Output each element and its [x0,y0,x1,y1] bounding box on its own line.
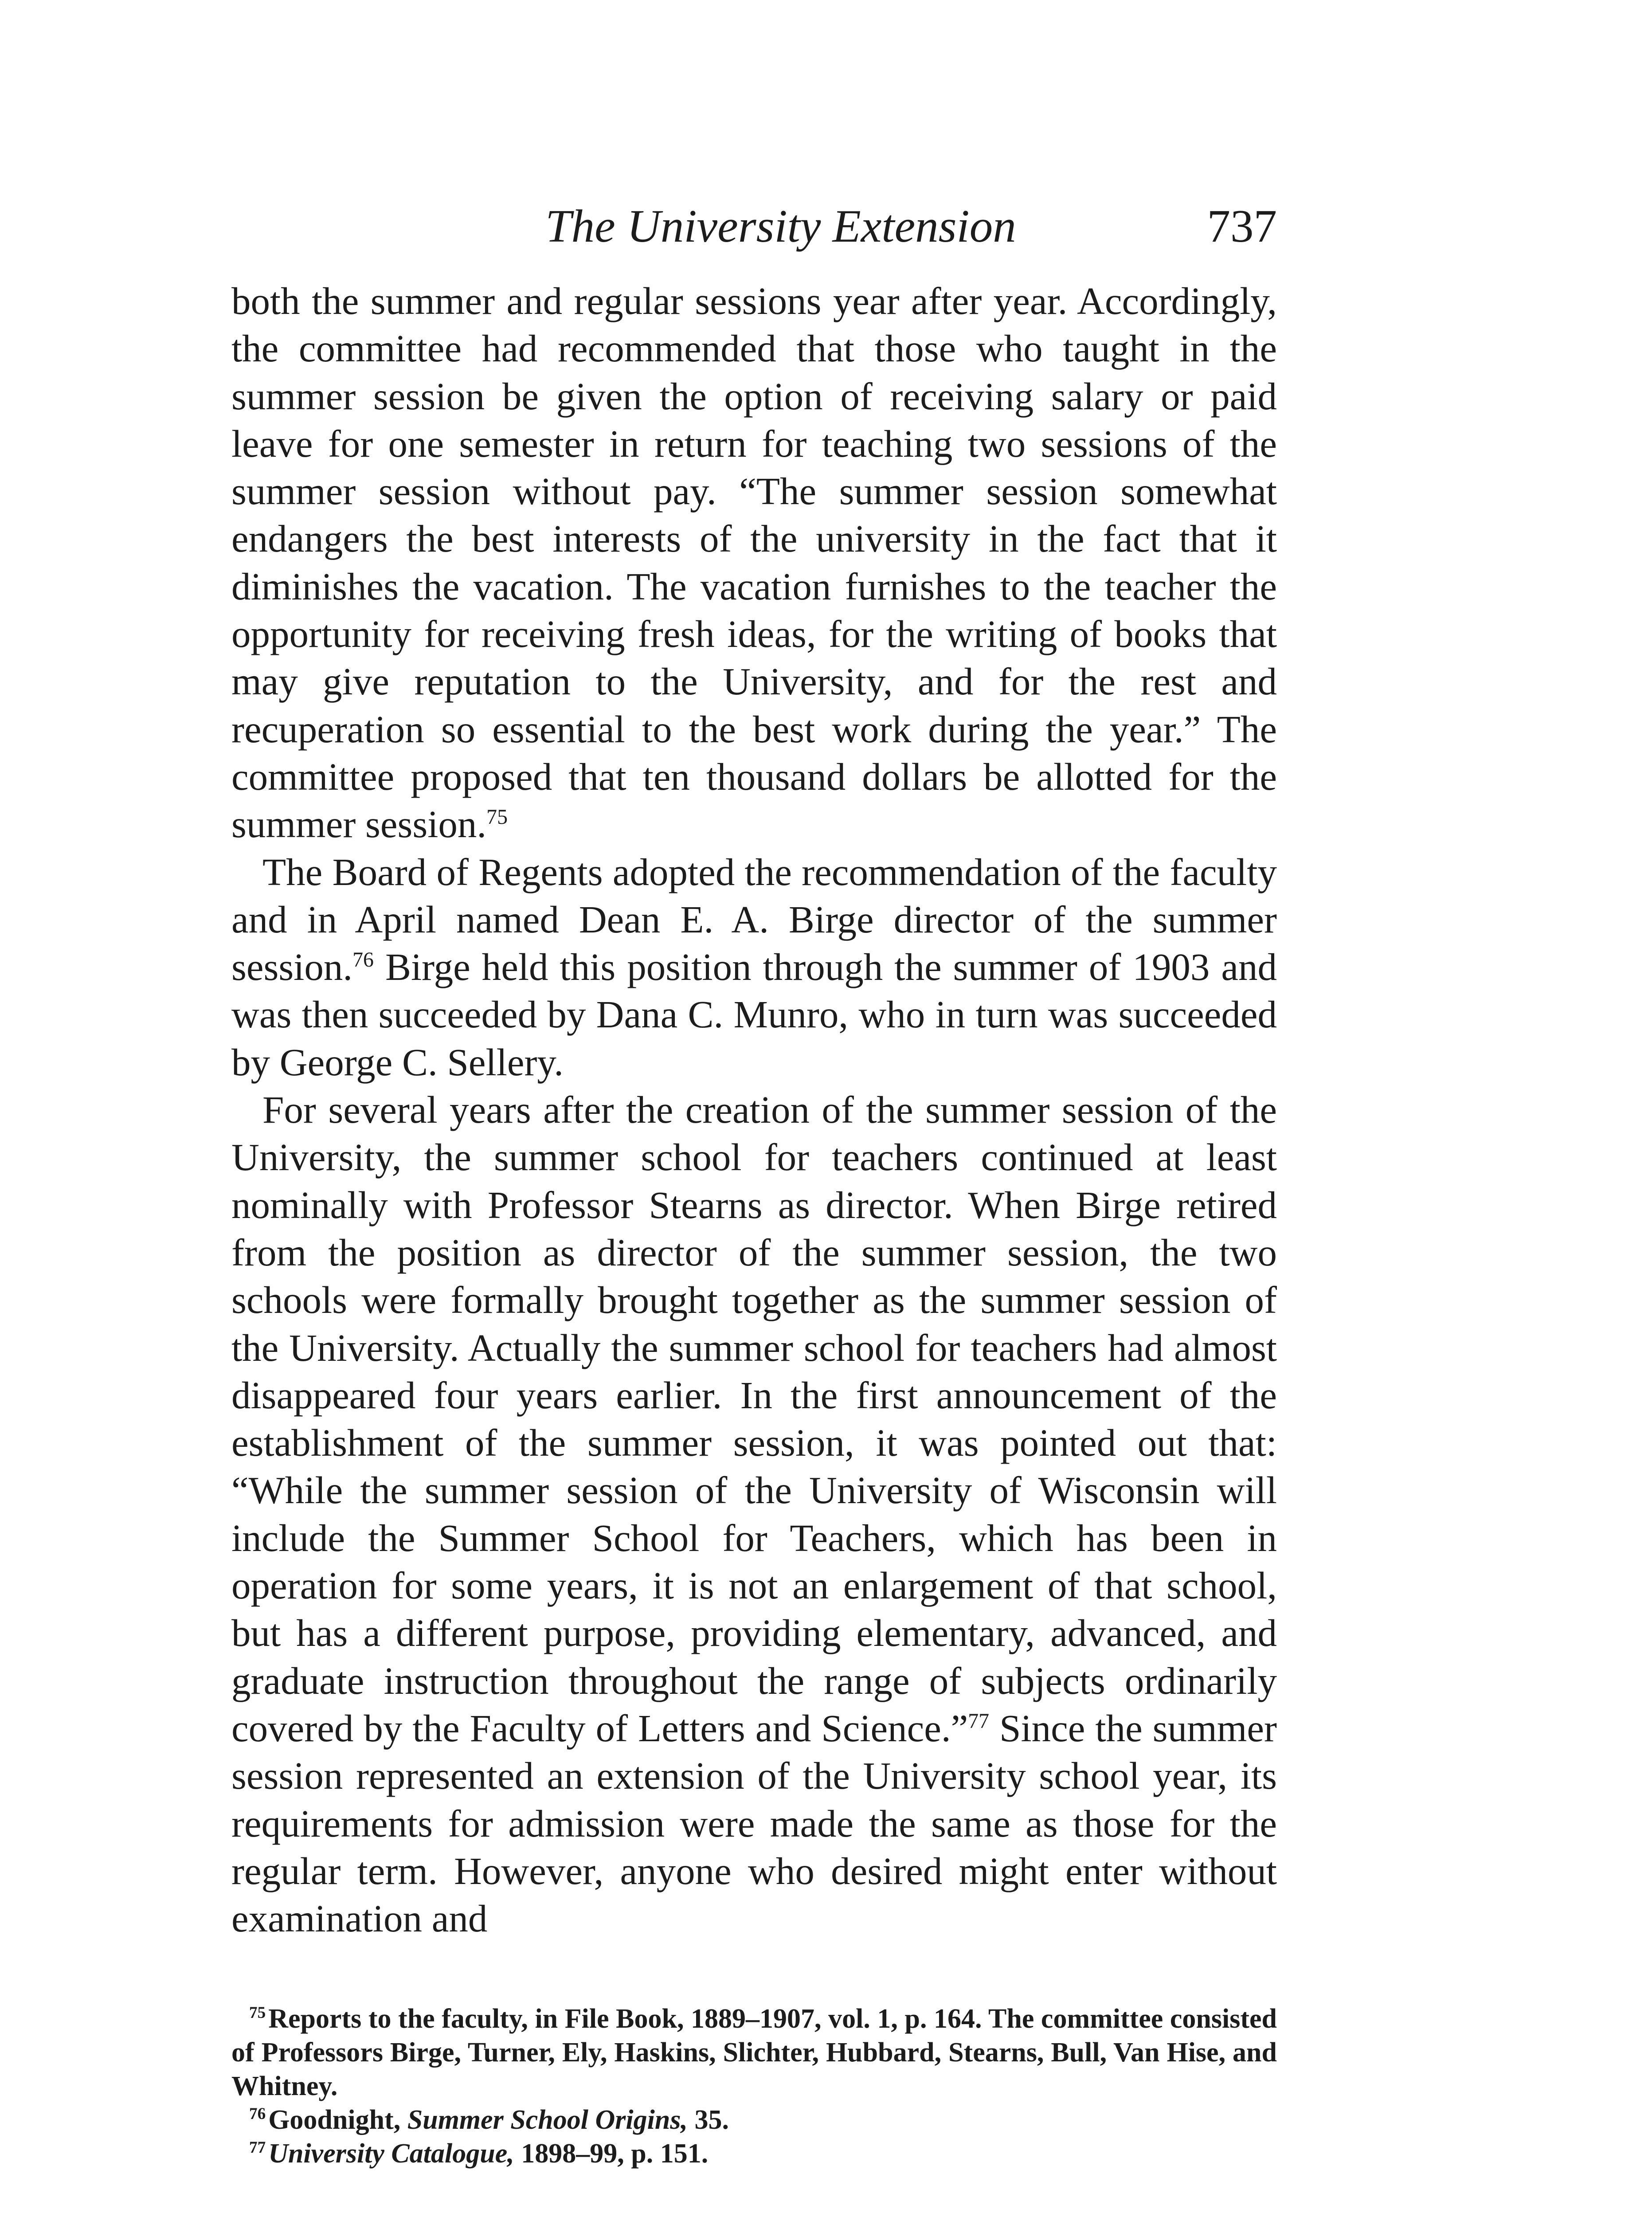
paragraph-1-text: both the summer and regular sessions year after year. Accordingly, the committee had recommended that those who taught in the summer session be given the option of receiving salary or paid leave for one semester in return for teaching two sessions of the summer session without pay. “The summer session somewhat endangers the best interests of the university in the fact that it diminishes the vacation. The vacation furnishes to the teacher the opportunity for receiving fresh ideas, for the writing of books that may give reputation to the University, and for the rest and recuperation so essential to the best work during the year.” The committee proposed that ten thousand dollars be allotted for the summer session. [231,279,1277,846]
footnote-mark: 75 [249,2004,266,2022]
footnote-ref-76: 76 [352,948,374,972]
paragraph-2-text-a: The Board of Regents adopted the recommendation of the faculty and in April named Dean E. A. Birge director of the summer session. [231,850,1277,989]
paragraph-3-text-b: Since the summer session represented an extension of the University school year, its requirements for admission were made the same as those for the regular term. However, anyone who desired might enter without examination and [231,1706,1277,1940]
footnote-italic-title: Summer School Origins, [407,2105,688,2135]
running-title: The University Extension [545,200,1016,252]
footnote-77 [231,2137,1277,2170]
page-number: 737 [1207,200,1277,252]
footnote-italic-title: University Catalogue, [268,2139,514,2169]
paragraph-3-text-a: For several years after the creation of the summer session of the University, the summer school for teachers continued at least nominally with Professor Stearns as director. When Birge retired from the position as director of the summer session, the two schools were formally brought together as the summer session of the University. Actually the summer school for teachers had almost disappeared four years earlier. In the first announcement of the establishment of the summer session, it was pointed out that: “While the summer session of the University of Wisconsin will include the Summer School for Teachers, which has been in operation for some years, it is not an enlargement of that school, but has a different purpose, providing elementary, advanced, and graduate instruction throughout the range of subjects ordinarily covered by the Faculty of Letters and Science.” [231,1088,1277,1750]
footnote-mark: 77 [249,2139,266,2157]
footnote-ref-77: 77 [968,1709,990,1733]
page-header [231,195,1277,270]
paragraph-2 [231,848,1277,1086]
footnotes [231,2002,1277,2170]
body-text [231,277,1277,1942]
footnote-76 [231,2103,1277,2137]
footnote-text: Reports to the faculty, in File Book, 1889–1907, vol. 1, p. 164. The committee consisted of Professors Birge, Turner, Ely, Haskins, Slichter, Hubbard, Stearns, Bull, Van Hise, and Whitney. [231,2004,1277,2101]
paragraph-2-text-b: Birge held this position through the summer of 1903 and was then succeeded by Dana C. Munro, who in turn was succeeded by George C. Sellery. [231,945,1277,1084]
footnote-ref-75: 75 [486,805,508,829]
paragraph-3 [231,1086,1277,1942]
footnote-mark: 76 [249,2105,266,2123]
footnote-text-b: 35. [687,2105,729,2135]
paragraph-1 [231,277,1277,848]
footnote-text-a: Goodnight, [268,2105,407,2135]
footnote-75 [231,2002,1277,2103]
footnote-text-b: 1898–99, p. 151. [514,2139,709,2169]
